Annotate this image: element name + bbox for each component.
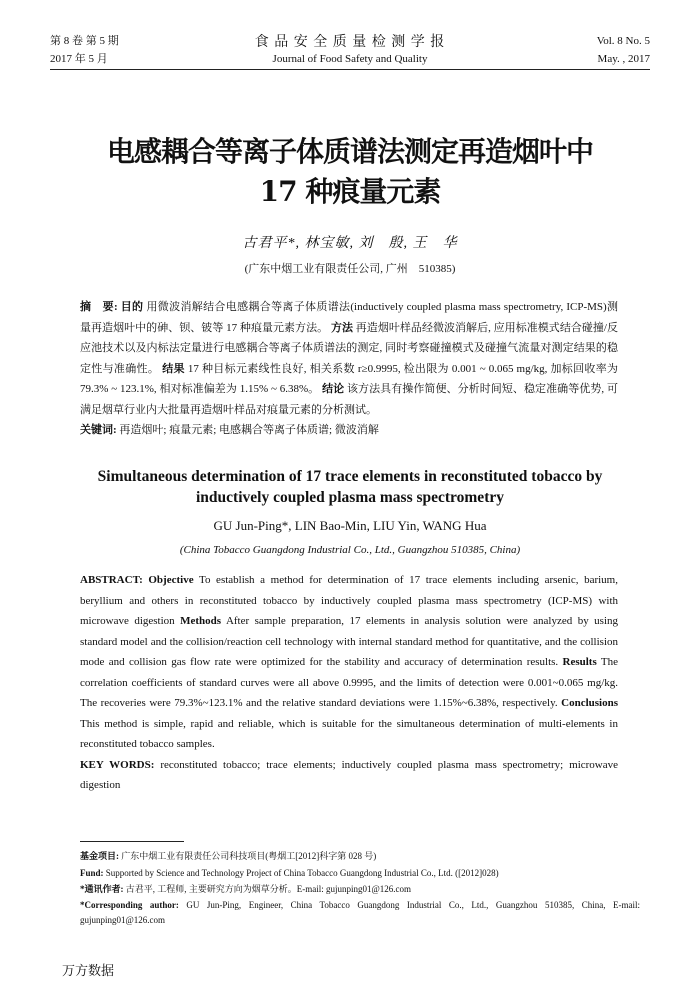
keywords-en-text: reconstituted tobacco; trace elements; inductively coupled plasma mass spectrometry; microwave digestion bbox=[80, 758, 619, 791]
title-cn-line1: 电感耦合等离子体质谱法测定再造烟叶中 bbox=[106, 135, 593, 168]
objective-cn-text: 用微波消解结合电感耦合等离子体质谱法(inductively coupled plasma mass spectrometry, ICP-MS)测量再造烟叶中的砷、钡、铍等 17 种痕量元素方法。 bbox=[80, 301, 618, 334]
corresponding-en-text: GU Jun-Ping, Engineer, China Tobacco Guangdong Industrial Co., Ltd., Guangzhou 510385, China, E-mail: gujunping01@126.com bbox=[80, 900, 640, 925]
authors-en: GU Jun-Ping*, LIN Bao-Min, LIU Yin, WANG Hua bbox=[213, 518, 487, 533]
abstract-cn-label: 摘 要: bbox=[80, 301, 118, 313]
objective-en-text: To establish a method for determination of 17 trace elements including arsenic, barium, beryllium and others in reconstituted tobacco by inductively coupled plasma mass spectrometry (ICP-MS) with microwave digestion bbox=[80, 574, 618, 627]
objective-en-label: Objective bbox=[148, 574, 194, 586]
title-en-line1: Simultaneous determination of 17 trace elements in reconstituted tobacco by bbox=[97, 468, 603, 485]
volume-issue-en: Vol. 8 No. 5 bbox=[596, 35, 650, 47]
results-cn-text: 17 种目标元素线性良好, 相关系数 r≥0.9995, 检出限为 0.001 ~ 0.065 mg/kg, 加标回收率为 79.3% ~ 123.1%, 相对标准偏差为 1.15% ~ 6.38%。 bbox=[80, 362, 619, 395]
watermark-text: 万方数据 bbox=[62, 964, 115, 979]
keywords-cn-text: 再造烟叶; 痕量元素; 电感耦合等离子体质谱; 微波消解 bbox=[119, 424, 379, 436]
conclusion-cn-label: 结论 bbox=[322, 383, 345, 395]
abstract-en bbox=[80, 570, 618, 796]
corresponding-cn-text: 古君平, 工程师, 主要研究方向为烟草分析。E-mail: gujunping01@126.com bbox=[125, 884, 412, 894]
objective-cn-label: 目的 bbox=[120, 301, 144, 313]
date-cn: 2017 年 5 月 bbox=[50, 53, 108, 65]
fund-en bbox=[80, 866, 640, 881]
results-cn-label: 结果 bbox=[162, 362, 185, 375]
journal-name-en: Journal of Food Safety and Quality bbox=[272, 53, 428, 65]
title-cn-line2: 17 种痕量元素 bbox=[259, 175, 441, 208]
conclusion-en-text: This method is simple, rapid and reliable, which is suitable for the simultaneous determination of multi-elements in reconstituted tobacco samples. bbox=[80, 717, 618, 750]
conclusion-en-label: Conclusions bbox=[561, 697, 619, 709]
affiliation-cn: (广东中烟工业有限责任公司, 广州 510385) bbox=[244, 263, 456, 275]
corresponding-en-label: *Corresponding author: bbox=[80, 900, 179, 910]
conclusion-cn-text: 该方法具有操作简便、分析时间短、稳定准确等优势, 可满足烟草行业内大批量再造烟叶样品对痕量元素的分析测试。 bbox=[80, 383, 618, 416]
results-en-text: The correlation coefficients of standard curves were all above 0.9995, and the limits of detection were 0.001~0.065 mg/kg. The recoveries were 79.3%~123.1% and the relative standard deviations were 1.15%~6.38%, respectively. bbox=[80, 656, 618, 709]
corresponding-cn-label: *通讯作者: bbox=[80, 884, 124, 894]
fund-cn bbox=[80, 849, 640, 864]
keywords-cn bbox=[80, 420, 618, 441]
journal-name-cn: 食 品 安 全 质 量 检 测 学 报 bbox=[254, 35, 446, 50]
fund-en-text: Supported by Science and Technology Project of China Tobacco Guangdong Industrial Co., Ltd. ([2012]028) bbox=[105, 868, 499, 878]
affiliation-en: (China Tobacco Guangdong Industrial Co., Ltd., Guangzhou 510385, China) bbox=[179, 544, 521, 556]
abstract-en-label: ABSTRACT: bbox=[80, 574, 143, 586]
corresponding-en bbox=[80, 898, 640, 927]
footnote-rule bbox=[80, 841, 184, 842]
keywords-cn-label: 关键词: bbox=[80, 424, 117, 436]
fund-cn-label: 基金项目: bbox=[80, 851, 119, 861]
title-en-line2: inductively coupled plasma mass spectrometry bbox=[196, 489, 504, 506]
keywords-en-label: KEY WORDS: bbox=[80, 758, 155, 771]
fund-cn-text: 广东中烟工业有限责任公司科技项目(粤烟工[2012]科字第 028 号) bbox=[121, 851, 377, 861]
header-rule bbox=[50, 69, 650, 70]
methods-en-text: After sample preparation, 17 elements in analysis solution were analyzed by using standard model and the collision/reaction cell technology with internal standard method for quantitative, and the collision mode and collision gas flow rate were optimized for the stability and accuracy of determination results. bbox=[80, 615, 618, 668]
abstract-cn bbox=[80, 297, 618, 420]
methods-en-label: Methods bbox=[180, 615, 222, 627]
results-en-label: Results bbox=[562, 656, 597, 668]
corresponding-cn bbox=[80, 882, 640, 897]
methods-cn-label: 方法 bbox=[330, 321, 353, 334]
fund-en-label: Fund: bbox=[80, 868, 104, 878]
date-en: May. , 2017 bbox=[597, 53, 650, 65]
methods-cn-text: 再造烟叶样品经微波消解后, 应用标准模式结合碰撞/反应池技术以及内标法定量进行电感耦合等离子体质谱法的测定, 同时考察碰撞模式及碰撞气流量对测定结果的稳定性与准确性。 bbox=[80, 321, 619, 375]
authors-cn: 古君平*, 林宝敏, 刘 殷, 王 华 bbox=[242, 236, 458, 251]
volume-issue-cn: 第 8 卷 第 5 期 bbox=[50, 35, 119, 47]
